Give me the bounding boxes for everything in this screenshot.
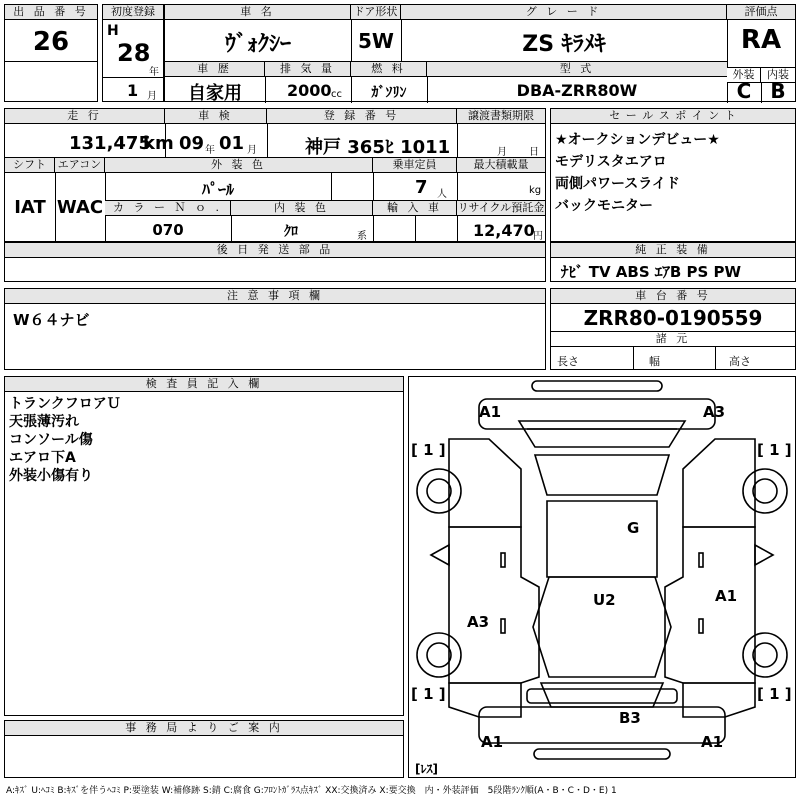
mark-rear-left: A1 — [481, 733, 504, 751]
sales-points-list — [551, 129, 795, 217]
plate-value: 神戸 365ﾋ 1011 — [305, 137, 451, 158]
color-value: ﾊﾟｰﾙ — [201, 180, 234, 199]
dims-label: 諸 元 — [551, 332, 795, 347]
mark-floor: U2 — [593, 591, 616, 609]
score-label: 評価点 — [727, 5, 795, 20]
interior-label: 内 装 色 — [231, 201, 373, 216]
notes-value: W６４ナビ — [13, 311, 90, 329]
inspect-year: 09 — [179, 133, 205, 154]
recycle-value: 12,470 — [473, 221, 535, 240]
car-diagram-box — [408, 376, 796, 778]
reg-era: H — [107, 23, 119, 39]
mark-left-bottom-bracket: [ 1 ] — [411, 685, 446, 703]
mileage-unit: km — [143, 133, 174, 154]
recycle-unit: 円 — [533, 231, 543, 242]
grade-value: ZS ｷﾗﾒｷ — [522, 32, 606, 57]
sales-point-item: モデリスタエアロ — [555, 154, 667, 170]
office-label: 事 務 局 よ り ご 案 内 — [5, 721, 403, 736]
ac-label: エアコン — [55, 158, 105, 173]
fuel-label: 燃 料 — [351, 62, 427, 77]
reg-month: 1 — [127, 81, 139, 100]
history-label: 車 歴 — [165, 62, 265, 77]
reg-year-unit: 年 — [149, 67, 159, 78]
inspector-box — [4, 376, 404, 716]
interior-value: ｸﾛ — [284, 224, 298, 240]
lot-divider — [5, 61, 97, 62]
reg-divider — [103, 77, 163, 78]
sales-points-box — [550, 108, 796, 242]
dims-length: 長さ — [557, 355, 579, 368]
model-value: DBA-ZRR80W — [516, 81, 638, 100]
load-label: 最大積載量 — [457, 158, 545, 173]
lot-value: 26 — [32, 27, 70, 57]
int-label: 内装 — [761, 68, 795, 83]
reg-month-unit: 月 — [147, 91, 157, 102]
mark-less: [ﾚｽ] — [415, 762, 438, 776]
reg-year: 28 — [117, 39, 151, 67]
transfer-month-unit: 月 — [497, 147, 507, 158]
mark-left-door: A3 — [467, 613, 490, 631]
door-label: ドア形状 — [351, 5, 401, 20]
reg-box — [102, 4, 164, 102]
inspector-line: トランクフロアＵ — [9, 396, 121, 412]
header-block — [4, 4, 796, 104]
inspect-month: 01 — [219, 133, 245, 154]
name-value: ｳﾞｫｸｼｰ — [224, 32, 291, 57]
genuine-label: 純 正 装 備 — [551, 243, 795, 258]
shift-label: シフト — [5, 158, 55, 173]
color-label: 外 装 色 — [105, 158, 373, 173]
disp-unit: cc — [331, 89, 342, 100]
inspector-line: 外装小傷有り — [9, 468, 93, 484]
mark-rear-center: B3 — [619, 709, 641, 727]
recycle-label: リサイクル預託金 — [457, 201, 545, 214]
chassis-label: 車 台 番 号 — [551, 289, 795, 304]
detail-block — [4, 108, 546, 242]
name-label: 車 名 — [165, 5, 351, 20]
fuel-value: ｶﾞｿﾘﾝ — [371, 85, 407, 101]
grade-label: グ レ ー ド — [401, 5, 727, 20]
sales-point-item: 両側パワースライド — [555, 176, 680, 192]
history-value: 自家用 — [188, 83, 242, 104]
disp-label: 排 気 量 — [265, 62, 351, 77]
inspect-month-unit: 月 — [247, 145, 257, 156]
inspect-year-unit: 年 — [205, 145, 215, 156]
dims-width: 幅 — [649, 355, 660, 368]
notes-box — [4, 288, 546, 370]
capacity-label: 乗車定員 — [373, 158, 457, 173]
sales-points-label: セ ー ル ス ポ イ ン ト — [551, 109, 795, 124]
reg-label: 初度登録 — [103, 5, 163, 20]
sales-point-item: バックモニター — [555, 198, 653, 214]
dims-height: 高さ — [729, 355, 751, 368]
later-parts-label: 後 日 発 送 部 品 — [5, 243, 545, 258]
mark-right-bottom-bracket: [ 1 ] — [757, 685, 792, 703]
sales-point-item: ★オークションデビュー★ — [555, 132, 720, 148]
later-parts-box — [4, 242, 546, 282]
inspector-line: エアロ下A — [9, 450, 76, 466]
genuine-value: ﾅﾋﾞ TV ABS ｴｱB PS PW — [561, 263, 742, 281]
name-grade-box — [164, 4, 796, 102]
model-label: 型 式 — [427, 62, 727, 77]
mark-roof: G — [627, 519, 640, 537]
ac-value: WAC — [56, 197, 104, 218]
lot-box — [4, 4, 98, 102]
inspector-line: コンソール傷 — [9, 432, 93, 448]
notes-label: 注 意 事 項 欄 — [5, 289, 545, 304]
legend: A:ｷｽﾞ U:ﾍｺﾐ B:ｷｽﾞを伴うﾍｺﾐ P:要塗装 W:補修跡 S:錆 C:腐食 G:ﾌﾛﾝﾄｶﾞﾗｽ点ｷｽﾞ XX:交換済み X:要交換 内・外装評価 5段階ﾗﾝｸ順(A・B・C・D・E) 1 — [6, 786, 617, 796]
load-unit: kg — [529, 185, 542, 196]
transfer-day-unit: 日 — [529, 147, 539, 158]
inspector-list — [5, 395, 121, 485]
mark-right-door: A1 — [715, 587, 738, 605]
inspector-line: 天張薄汚れ — [9, 414, 79, 430]
mark-front-left: A1 — [479, 403, 502, 421]
inspect-label: 車 検 — [165, 109, 267, 124]
lot-label: 出 品 番 号 — [5, 5, 97, 20]
plate-label: 登 録 番 号 — [267, 109, 457, 124]
ext-label: 外装 — [727, 68, 761, 83]
genuine-box — [550, 242, 796, 282]
disp-value: 2000 — [287, 81, 332, 100]
mark-front-right: A3 — [703, 403, 726, 421]
mark-right-top-bracket: [ 1 ] — [757, 441, 792, 459]
shift-value: IAT — [14, 197, 46, 218]
color-no-value: 070 — [152, 221, 184, 239]
mark-rear-right: A1 — [701, 733, 724, 751]
mileage-label: 走 行 — [5, 109, 165, 124]
score-value: RA — [740, 25, 782, 55]
mark-left-top-bracket: [ 1 ] — [411, 441, 446, 459]
int-value: B — [770, 79, 786, 103]
chassis-box — [550, 288, 796, 370]
capacity-unit: 人 — [437, 189, 447, 200]
transfer-label: 譲渡書類期限 — [457, 109, 545, 124]
import-label: 輸 入 車 — [373, 201, 457, 216]
mileage-value: 131,475 — [69, 133, 151, 154]
interior-unit: 系 — [357, 231, 367, 242]
color-no-label: カ ラ ー Ｎ ｏ . — [105, 201, 231, 216]
chassis-value: ZRR80-0190559 — [583, 306, 763, 330]
ext-value: C — [736, 79, 752, 103]
office-box — [4, 720, 404, 778]
car-diagram — [409, 377, 795, 777]
capacity-value: 7 — [415, 177, 428, 198]
door-value: 5W — [358, 29, 394, 53]
inspector-label: 検 査 員 記 入 欄 — [5, 377, 403, 392]
